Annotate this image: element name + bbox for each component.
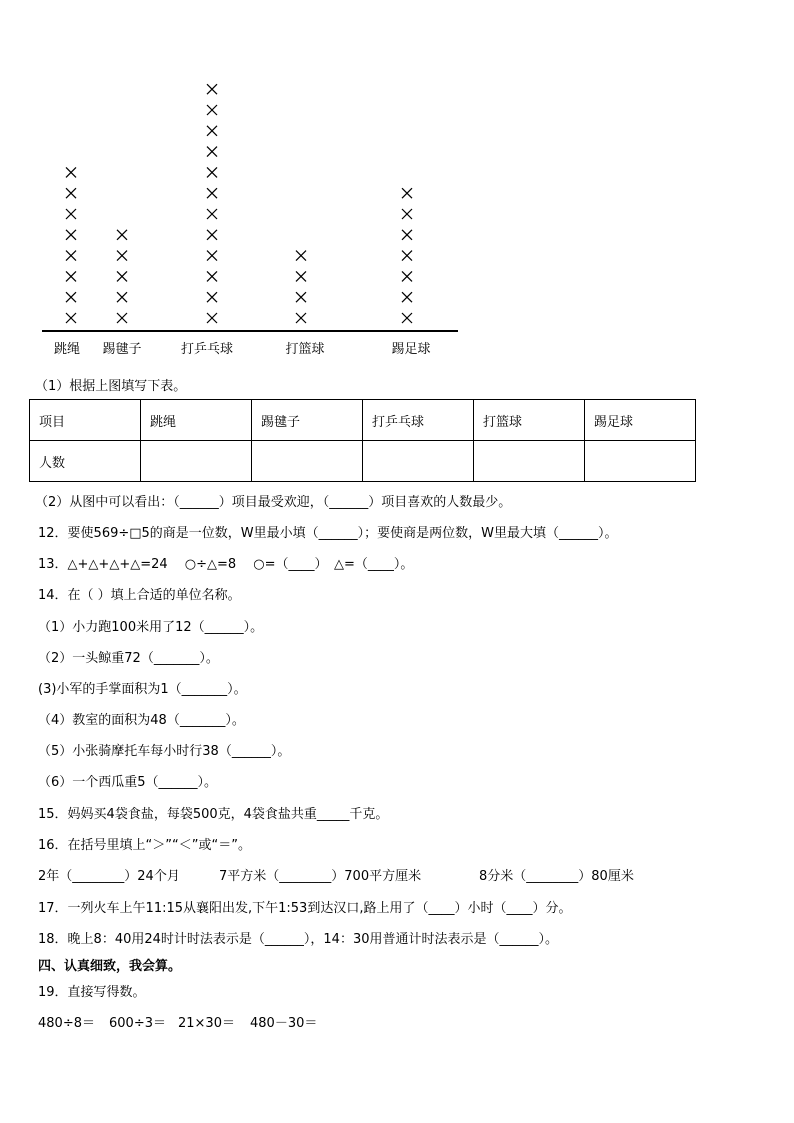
tally-mark: [402, 188, 412, 198]
tally-mark: [66, 209, 76, 219]
q11-sub1: （1）根据上图填写下表。: [35, 379, 187, 394]
category-label: 跳绳: [53, 342, 81, 357]
tally-mark: [402, 251, 412, 261]
answer-cell[interactable]: [585, 441, 696, 482]
table-header-cell: 踢毽子: [252, 400, 363, 441]
tally-mark: [207, 126, 217, 136]
tally-mark: [296, 292, 306, 302]
section-4-title: 四、认真细致，我会算。: [38, 959, 182, 974]
tally-mark: [117, 313, 127, 323]
tally-mark: [207, 292, 217, 302]
category-label: 打乒乓球: [180, 342, 234, 357]
category-label: 打篮球: [285, 342, 325, 357]
question-16-title: 16．在括号里填上“＞”“＜”或“＝”。: [38, 838, 251, 853]
tally-mark: [207, 313, 217, 323]
table-header-cell: 跳绳: [141, 400, 252, 441]
tally-mark: [117, 230, 127, 240]
table-header-cell: 打乒乓球: [363, 400, 474, 441]
tally-mark: [207, 147, 217, 157]
question-14-item: (3)小军的手掌面积为1（_______）。: [38, 682, 247, 697]
question-16-item: 8分米（________）80厘米: [479, 869, 634, 884]
tally-mark: [207, 251, 217, 261]
tally-mark: [66, 230, 76, 240]
tally-mark: [207, 84, 217, 94]
category-label: 踢足球: [391, 342, 431, 357]
question-19-title: 19．直接写得数。: [38, 985, 146, 1000]
tally-mark: [207, 105, 217, 115]
category-label: 踢毽子: [102, 342, 142, 357]
tally-mark: [117, 292, 127, 302]
tally-mark: [207, 209, 217, 219]
tally-mark: [296, 251, 306, 261]
table-header-cell: 打篮球: [474, 400, 585, 441]
calc-item: 21×30＝: [178, 1016, 235, 1031]
question-12: 12．要使569÷□5的商是一位数，W里最小填（______）；要使商是两位数，W里最大填（______）。: [38, 526, 618, 541]
tally-mark: [66, 313, 76, 323]
question-14-item: （6）一个西瓜重5（______）。: [38, 775, 218, 790]
tally-mark: [296, 313, 306, 323]
tally-mark: [402, 292, 412, 302]
question-14-item: （5）小张骑摩托车每小时行38（______）。: [38, 744, 291, 759]
tally-mark: [66, 167, 76, 177]
table-header-cell: 项目: [30, 400, 141, 441]
tally-mark: [117, 271, 127, 281]
tally-mark: [296, 271, 306, 281]
tally-mark: [66, 188, 76, 198]
tally-mark: [402, 230, 412, 240]
tally-mark: [207, 167, 217, 177]
answer-cell[interactable]: [252, 441, 363, 482]
tally-chart: [0, 0, 794, 370]
tally-mark: [66, 271, 76, 281]
answer-cell[interactable]: [363, 441, 474, 482]
tally-mark: [207, 271, 217, 281]
question-15: 15．妈妈买4袋食盐，每袋500克，4袋食盐共重_____千克。: [38, 807, 389, 822]
tally-mark: [402, 271, 412, 281]
tally-mark: [66, 292, 76, 302]
answer-cell[interactable]: [474, 441, 585, 482]
calc-item: 480÷8＝: [38, 1016, 95, 1031]
table-row-label: 人数: [30, 441, 141, 482]
tally-mark: [117, 251, 127, 261]
question-17: 17．一列火车上午11:15从襄阳出发,下午1:53到达汉口,路上用了（____）小时（____）分。: [38, 901, 572, 916]
tally-mark: [66, 251, 76, 261]
calc-item: 600÷3＝: [109, 1016, 166, 1031]
tally-mark: [402, 209, 412, 219]
question-14-item: （1）小力跑100米用了12（______）。: [38, 620, 264, 635]
tally-mark: [207, 188, 217, 198]
question-14-item: （4）教室的面积为48（_______）。: [38, 713, 245, 728]
question-16-item: 2年（________）24个月: [38, 869, 180, 884]
question-14-title: 14．在（ ）填上合适的单位名称。: [38, 588, 241, 603]
question-14-item: （2）一头鲸重72（_______）。: [38, 651, 219, 666]
question-16-item: 7平方米（________）700平方厘米: [219, 869, 422, 884]
calc-item: 480－30＝: [250, 1016, 318, 1031]
tally-table: [29, 399, 696, 482]
tally-mark: [207, 230, 217, 240]
question-18: 18．晚上8：40用24时计时法表示是（______），14：30用普通计时法表示是（______）。: [38, 932, 558, 947]
tally-mark: [402, 313, 412, 323]
q11-sub2: （2）从图中可以看出：（______）项目最受欢迎，（______）项目喜欢的人数最少。: [35, 495, 512, 510]
table-header-row: [30, 400, 696, 441]
question-13: 13．△+△+△+△=24 ○÷△=8 ○=（____） △=（____）。: [38, 557, 414, 572]
table-count-row: [30, 441, 696, 482]
table-header-cell: 踢足球: [585, 400, 696, 441]
answer-cell[interactable]: [141, 441, 252, 482]
